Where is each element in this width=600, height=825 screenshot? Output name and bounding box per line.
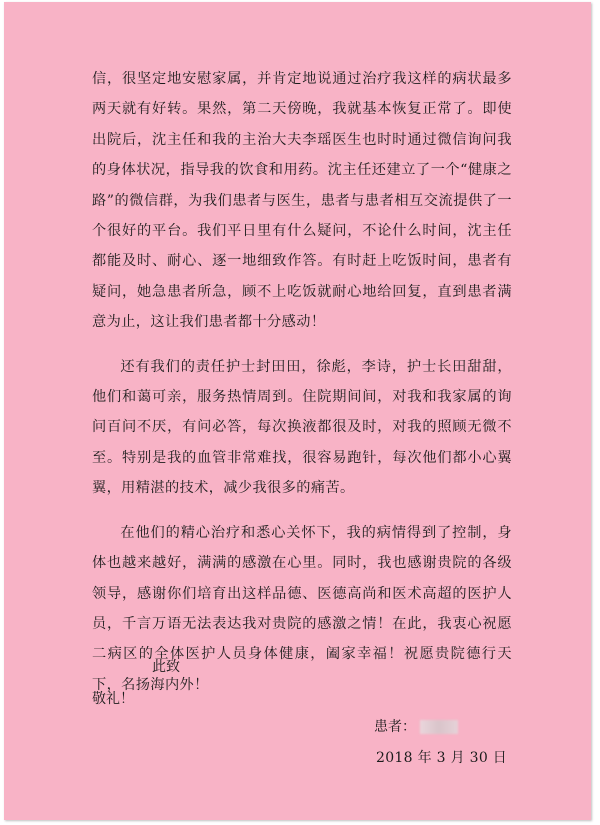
redacted-name bbox=[420, 720, 458, 734]
closing-regards: 敬礼！ bbox=[92, 691, 134, 707]
paragraph-3: 在他们的精心治疗和悉心关怀下，我的病情得到了控制，身体也越来越好，满满的感激在心里。同时，我也感谢贵院的各级领导，感谢你们培育出这样品德、医德高尚和医术高超的医护人员，千言万语无法表达我对贵院的感激之情！在此，我衷心祝愿二病区的全体医护人员身体健康，阖家幸福！祝愿贵院德行天下，名扬海内外！ bbox=[92, 524, 512, 693]
signature bbox=[374, 716, 458, 736]
signature-label: 患者： bbox=[374, 719, 416, 735]
paragraph-2: 还有我们的责任护士封田田，徐彪，李诗，护士长田甜甜，他们和蔼可亲，服务热情周到。住院期间间，对我和我家属的询问百问不厌，有问必答，每次换液都很及时，对我的照顾无微不至。特别是我的血管非常难找，很容易跑针，每次他们都小心翼翼，用精湛的技术，减少我很多的痛苦。 bbox=[92, 358, 512, 497]
closing-salutation: 此致 bbox=[152, 659, 180, 675]
paragraph-1: 信，很坚定地安慰家属，并肯定地说通过治疗我这样的病状最多两天就有好转。果然，第二天傍晚，我就基本恢复正常了。即使出院后，沈主任和我的主治大夫李瑶医生也时时通过微信询问我的身体状况，指导我的饮食和用药。沈主任还建立了一个“健康之路”的微信群，为我们患者与医生，患者与患者相互交流提供了一个很好的平台。我们平日里有什么疑问，不论什么时间，沈主任都能及时、耐心、逐一地细致作答。有时赶上吃饭时间，患者有疑问，她急患者所急，顾不上吃饭就耐心地给回复，直到患者满意为止，这让我们患者都十分感动！ bbox=[92, 71, 512, 331]
letter-date: 2018 年 3 月 30 日 bbox=[376, 750, 508, 766]
letter-body bbox=[92, 64, 512, 714]
